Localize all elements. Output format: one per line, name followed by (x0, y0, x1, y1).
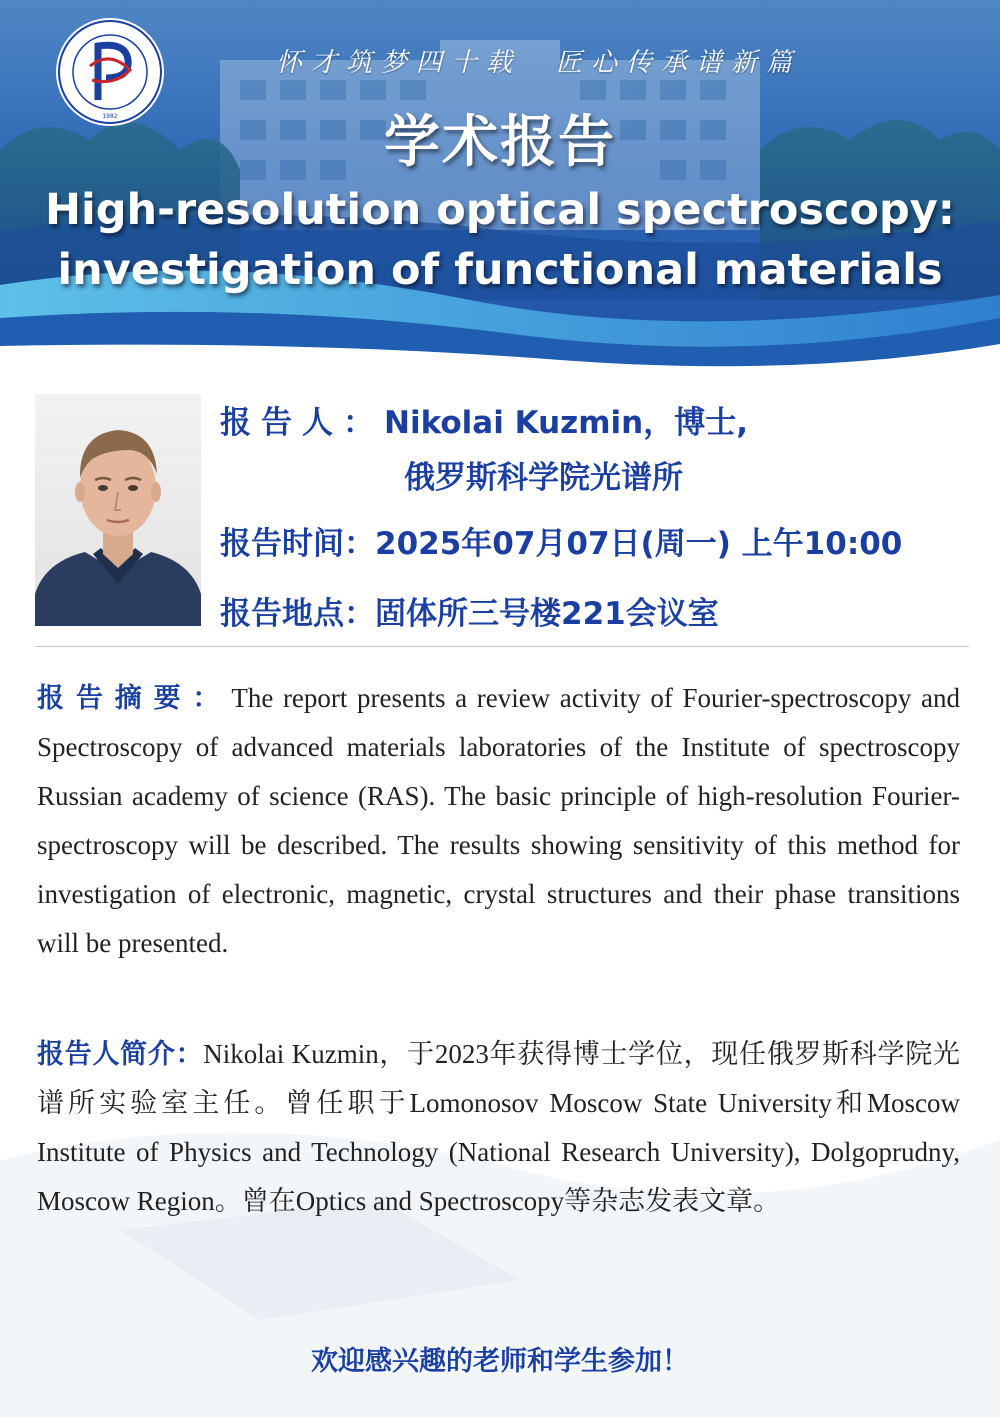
title-en-line2: investigation of functional materials (57, 245, 943, 295)
place-value: 固体所三号楼221会议室 (375, 596, 719, 632)
speaker-row (220, 397, 748, 442)
logo-year: 1982 (102, 113, 118, 120)
slogan-left: 怀才筑梦四十载 (276, 48, 522, 78)
page-title-cn: 学术报告 (384, 110, 616, 175)
slogan-right: 匠心传承谱新篇 (556, 48, 802, 78)
time-row (220, 518, 902, 563)
bio-text: Nikolai Kuzmin，于2023年获得博士学位，现任俄罗斯科学院光谱所实验室主任。曾任职于Lomonosov Moscow State University和Moscow Institute of Physics and Technology (National Research University), Dolgoprudny, Moscow Region。曾在Optics and Spectroscopy等杂志发表文章。 (37, 1039, 960, 1216)
bio-label: 报告人简介： (37, 1039, 204, 1070)
speaker-photo (35, 394, 201, 626)
title-en-line1: High-resolution optical spectroscopy: (44, 185, 956, 235)
speaker-name: Nikolai Kuzmin，博士, (384, 405, 748, 441)
section-divider (35, 646, 969, 647)
speaker-label: 报告人： (220, 405, 384, 441)
bio-paragraph (37, 1030, 960, 1226)
page-title-en (0, 180, 1000, 300)
place-label: 报告地点： (220, 596, 375, 632)
speaker-affiliation: 俄罗斯科学院光谱所 (404, 460, 683, 496)
place-row (220, 588, 719, 633)
abstract-paragraph (37, 674, 960, 968)
time-value: 2025年07月07日(周一) 上午10:00 (375, 526, 903, 562)
header-banner (0, 0, 1000, 380)
abstract-label: 报告摘要： (37, 683, 232, 714)
abstract-text: The report presents a review activity of Fourier-spectroscopy and Spectroscopy of advanced materials laboratories of the Institute of spectroscopy Russian academy of science (RAS). The basic principle of high-resolution Fourier-spectroscopy will be described. The results showing sensitivity of this method for investigation of electronic, magnetic, crystal structures and their phase transitions will be presented. (37, 683, 960, 958)
welcome-footer: 欢迎感兴趣的老师和学生参加！ (311, 1346, 689, 1377)
time-label: 报告时间： (220, 526, 375, 562)
